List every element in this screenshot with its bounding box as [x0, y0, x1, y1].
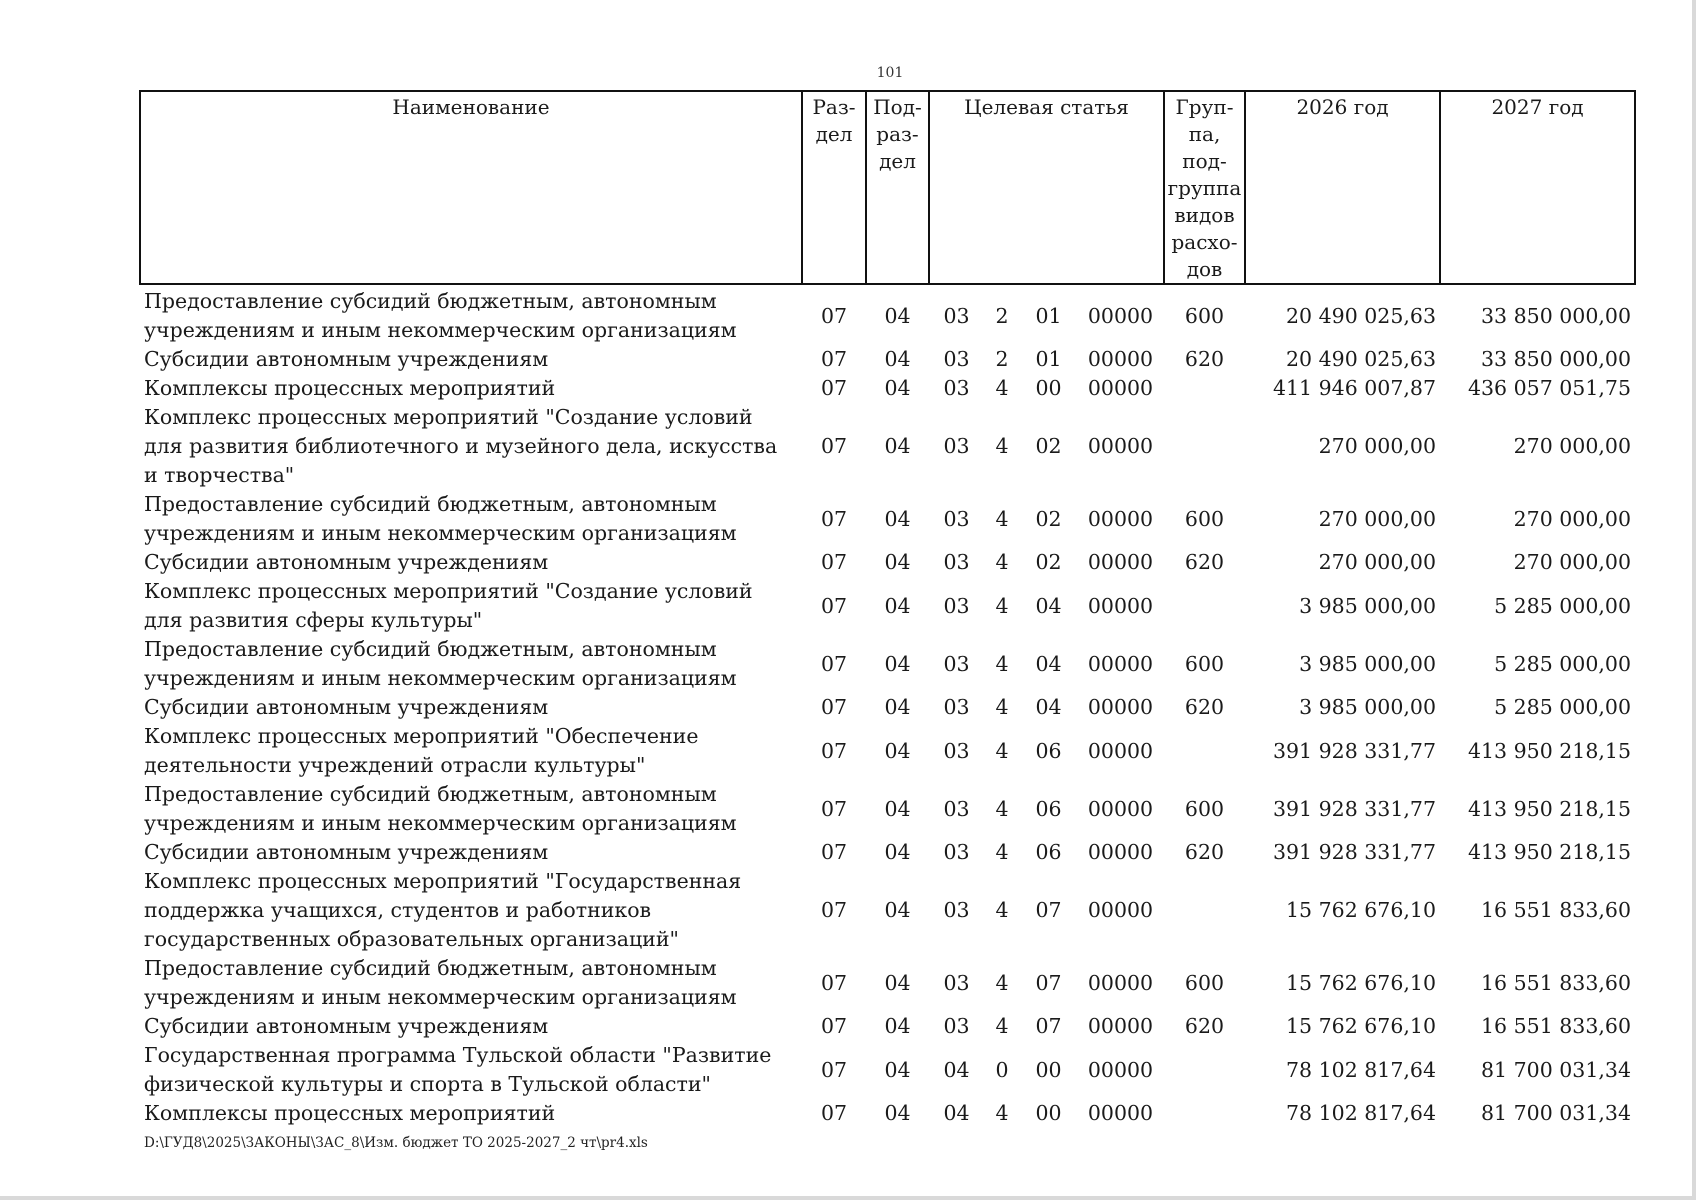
header-podrazdel-label: Под- раз- дел — [873, 95, 922, 173]
row-razdel: 07 — [820, 738, 848, 763]
row-amount-2026: 3 985 000,00 — [1299, 593, 1436, 618]
row-podrazdel: 04 — [884, 434, 911, 458]
table-row — [140, 780, 1635, 838]
row-expense-group: 600 — [1184, 303, 1225, 328]
row-target-type: 4 — [995, 593, 1009, 618]
row-target-type: 4 — [995, 376, 1009, 400]
row-amount-2026: 391 928 331,77 — [1272, 840, 1436, 864]
row-target-subprogram: 07 — [1035, 898, 1062, 922]
row-amount-2026: 3 985 000,00 — [1299, 651, 1436, 676]
row-target-type: 4 — [995, 1101, 1009, 1125]
table-row — [140, 954, 1635, 1012]
table-row — [140, 635, 1635, 693]
row-target-type: 4 — [995, 738, 1009, 763]
row-expense-group — [1164, 403, 1245, 490]
header-razdel-label: Раз- дел — [812, 95, 856, 146]
row-razdel: 07 — [820, 1101, 848, 1125]
row-target-type: 4 — [995, 1014, 1009, 1038]
row-amount-2027: 16 551 833,60 — [1481, 970, 1631, 995]
row-target-subprogram: 02 — [1035, 550, 1062, 574]
row-amount-2026: 270 000,00 — [1318, 550, 1436, 574]
row-amount-2027: 16 551 833,60 — [1481, 1014, 1631, 1038]
row-target-direction: 00000 — [1087, 1014, 1154, 1038]
row-target-direction: 00000 — [1087, 898, 1154, 922]
row-target-program: 03 — [943, 434, 970, 458]
row-name: Субсидии автономным учреждениям — [144, 695, 549, 719]
row-target-program: 04 — [943, 1101, 970, 1125]
row-amount-2026: 270 000,00 — [1318, 434, 1436, 458]
row-razdel: 07 — [820, 347, 848, 371]
header-name — [140, 91, 802, 284]
header-year-2027 — [1440, 91, 1635, 284]
row-amount-2026: 15 762 676,10 — [1286, 898, 1436, 922]
budget-table — [139, 90, 1636, 1128]
row-expense-group — [1164, 577, 1245, 635]
row-target-subprogram: 07 — [1035, 1014, 1062, 1038]
row-amount-2027: 5 285 000,00 — [1494, 695, 1631, 719]
row-podrazdel: 04 — [884, 970, 911, 995]
row-podrazdel: 04 — [884, 550, 911, 574]
row-target-direction: 00000 — [1087, 593, 1154, 618]
row-podrazdel: 04 — [884, 796, 911, 821]
row-amount-2026: 78 102 817,64 — [1286, 1101, 1436, 1125]
table-row — [140, 345, 1635, 374]
row-target-type: 4 — [995, 434, 1009, 458]
table-row — [140, 722, 1635, 780]
table-row — [140, 1041, 1635, 1099]
row-name: Субсидии автономным учреждениям — [144, 840, 549, 864]
row-target-type: 4 — [995, 550, 1009, 574]
header-group — [1164, 91, 1245, 284]
row-amount-2027: 33 850 000,00 — [1481, 347, 1631, 371]
row-name: Комплексы процессных мероприятий — [144, 1101, 556, 1125]
row-name: Предоставление субсидий бюджетным, автономным учреждениям и иным некоммерческим организациям — [144, 492, 737, 545]
row-target-type: 2 — [995, 347, 1009, 371]
row-name: Комплекс процессных мероприятий "Создание условий для развития библиотечного и музейного дела, искусства и творчества" — [144, 405, 778, 487]
row-expense-group: 600 — [1184, 506, 1225, 531]
row-razdel: 07 — [820, 434, 848, 458]
row-razdel: 07 — [820, 550, 848, 574]
row-target-subprogram: 06 — [1035, 796, 1062, 821]
table-row — [140, 1099, 1635, 1128]
row-target-direction: 00000 — [1087, 738, 1154, 763]
row-target-program: 03 — [943, 898, 970, 922]
row-target-program: 03 — [943, 376, 970, 400]
row-amount-2027: 81 700 031,34 — [1481, 1101, 1631, 1125]
row-target-direction: 00000 — [1087, 651, 1154, 676]
row-expense-group: 600 — [1184, 970, 1225, 995]
footer-file-path: D:\ГУД8\2025\ЗАКОНЫ\ЗАС_8\Изм. бюджет ТО 2025-2027_2 чт\pr4.xls — [144, 1135, 648, 1151]
row-amount-2026: 15 762 676,10 — [1286, 1014, 1436, 1038]
table-row — [140, 693, 1635, 722]
row-amount-2026: 270 000,00 — [1318, 506, 1436, 531]
row-target-program: 03 — [943, 593, 970, 618]
row-expense-group — [1164, 374, 1245, 403]
row-expense-group: 620 — [1184, 840, 1225, 864]
row-razdel: 07 — [820, 840, 848, 864]
row-target-program: 03 — [943, 303, 970, 328]
row-target-subprogram: 04 — [1035, 695, 1062, 719]
table-row — [140, 577, 1635, 635]
row-podrazdel: 04 — [884, 376, 911, 400]
header-year-2026 — [1245, 91, 1440, 284]
row-amount-2026: 20 490 025,63 — [1286, 347, 1436, 371]
header-group-label: Груп- па, под- группа видов расхо- дов — [1167, 95, 1242, 281]
row-expense-group: 600 — [1184, 651, 1225, 676]
row-amount-2027: 16 551 833,60 — [1481, 898, 1631, 922]
header-target-article — [929, 91, 1164, 284]
row-expense-group: 620 — [1184, 1014, 1225, 1038]
row-target-program: 03 — [943, 347, 970, 371]
row-expense-group: 620 — [1184, 695, 1225, 719]
header-name-label: Наименование — [392, 95, 550, 119]
row-podrazdel: 04 — [884, 506, 911, 531]
row-target-subprogram: 01 — [1035, 303, 1062, 328]
row-target-direction: 00000 — [1087, 303, 1154, 328]
row-target-subprogram: 06 — [1035, 738, 1062, 763]
row-amount-2026: 15 762 676,10 — [1286, 970, 1436, 995]
row-amount-2026: 411 946 007,87 — [1272, 376, 1436, 400]
row-name: Субсидии автономным учреждениям — [144, 550, 549, 574]
row-podrazdel: 04 — [884, 840, 911, 864]
header-target-article-label: Целевая статья — [964, 95, 1129, 119]
row-target-type: 4 — [995, 651, 1009, 676]
row-amount-2027: 33 850 000,00 — [1481, 303, 1631, 328]
row-target-subprogram: 04 — [1035, 593, 1062, 618]
row-target-direction: 00000 — [1087, 347, 1154, 371]
row-podrazdel: 04 — [884, 1057, 911, 1082]
row-target-direction: 00000 — [1087, 1057, 1154, 1082]
row-podrazdel: 04 — [884, 695, 911, 719]
row-amount-2027: 436 057 051,75 — [1467, 376, 1631, 400]
row-target-subprogram: 06 — [1035, 840, 1062, 864]
row-target-direction: 00000 — [1087, 1101, 1154, 1125]
row-target-subprogram: 00 — [1035, 1057, 1062, 1082]
table-row — [140, 838, 1635, 867]
row-target-program: 03 — [943, 738, 970, 763]
row-expense-group — [1164, 1099, 1245, 1128]
row-razdel: 07 — [820, 593, 848, 618]
row-expense-group — [1164, 1041, 1245, 1099]
row-target-subprogram: 02 — [1035, 434, 1062, 458]
row-name: Комплексы процессных мероприятий — [144, 376, 556, 400]
row-target-program: 03 — [943, 651, 970, 676]
row-name: Комплекс процессных мероприятий "Обеспечение деятельности учреждений отрасли культуры" — [144, 724, 699, 777]
page-number: 101 — [876, 65, 904, 81]
row-target-type: 4 — [995, 840, 1009, 864]
row-target-program: 03 — [943, 1014, 970, 1038]
row-target-subprogram: 07 — [1035, 970, 1062, 995]
row-amount-2027: 270 000,00 — [1513, 434, 1631, 458]
row-target-subprogram: 02 — [1035, 506, 1062, 531]
row-podrazdel: 04 — [884, 303, 911, 328]
row-target-subprogram: 00 — [1035, 1101, 1062, 1125]
row-podrazdel: 04 — [884, 1014, 911, 1038]
row-amount-2027: 270 000,00 — [1513, 550, 1631, 574]
row-target-direction: 00000 — [1087, 695, 1154, 719]
row-name: Предоставление субсидий бюджетным, автономным учреждениям и иным некоммерческим организациям — [144, 289, 737, 342]
row-amount-2026: 391 928 331,77 — [1272, 738, 1436, 763]
header-podrazdel — [866, 91, 929, 284]
row-target-program: 03 — [943, 550, 970, 574]
row-razdel: 07 — [820, 506, 848, 531]
row-target-type: 4 — [995, 898, 1009, 922]
row-amount-2027: 5 285 000,00 — [1494, 651, 1631, 676]
page-edge-right — [1692, 0, 1696, 1200]
row-target-subprogram: 00 — [1035, 376, 1062, 400]
row-target-program: 03 — [943, 840, 970, 864]
row-target-subprogram: 04 — [1035, 651, 1062, 676]
table-body — [140, 284, 1635, 1128]
header-year-2026-label: 2026 год — [1296, 95, 1389, 119]
row-expense-group: 600 — [1184, 796, 1225, 821]
row-podrazdel: 04 — [884, 347, 911, 371]
row-target-direction: 00000 — [1087, 840, 1154, 864]
row-name: Субсидии автономным учреждениям — [144, 1014, 549, 1038]
row-expense-group: 620 — [1184, 550, 1225, 574]
row-razdel: 07 — [820, 303, 848, 328]
row-target-type: 4 — [995, 796, 1009, 821]
row-amount-2027: 413 950 218,15 — [1467, 738, 1631, 763]
row-amount-2026: 78 102 817,64 — [1286, 1057, 1436, 1082]
row-target-type: 4 — [995, 970, 1009, 995]
table-row — [140, 284, 1635, 345]
row-name: Комплекс процессных мероприятий "Создание условий для развития сферы культуры" — [144, 579, 753, 632]
table-row — [140, 1012, 1635, 1041]
row-razdel: 07 — [820, 796, 848, 821]
row-target-type: 0 — [995, 1057, 1009, 1082]
row-name: Субсидии автономным учреждениям — [144, 347, 549, 371]
row-name: Предоставление субсидий бюджетным, автономным учреждениям и иным некоммерческим организациям — [144, 782, 737, 835]
header-razdel — [802, 91, 866, 284]
row-target-program: 03 — [943, 695, 970, 719]
row-podrazdel: 04 — [884, 593, 911, 618]
row-amount-2026: 20 490 025,63 — [1286, 303, 1436, 328]
row-target-direction: 00000 — [1087, 376, 1154, 400]
table-row — [140, 548, 1635, 577]
table-row — [140, 374, 1635, 403]
row-razdel: 07 — [820, 1057, 848, 1082]
row-expense-group — [1164, 722, 1245, 780]
row-amount-2027: 413 950 218,15 — [1467, 840, 1631, 864]
row-target-type: 4 — [995, 506, 1009, 531]
row-target-direction: 00000 — [1087, 550, 1154, 574]
row-amount-2027: 81 700 031,34 — [1481, 1057, 1631, 1082]
row-razdel: 07 — [820, 695, 848, 719]
row-razdel: 07 — [820, 651, 848, 676]
table-header-row — [140, 91, 1635, 284]
header-year-2027-label: 2027 год — [1491, 95, 1584, 119]
row-razdel: 07 — [820, 1014, 848, 1038]
row-podrazdel: 04 — [884, 898, 911, 922]
row-target-direction: 00000 — [1087, 434, 1154, 458]
row-target-program: 04 — [943, 1057, 970, 1082]
row-razdel: 07 — [820, 376, 848, 400]
row-amount-2026: 3 985 000,00 — [1299, 695, 1436, 719]
row-name: Государственная программа Тульской области "Развитие физической культуры и спорта в Тульской области" — [144, 1043, 772, 1096]
row-name: Предоставление субсидий бюджетным, автономным учреждениям и иным некоммерческим организациям — [144, 637, 737, 690]
row-razdel: 07 — [820, 970, 848, 995]
row-amount-2027: 5 285 000,00 — [1494, 593, 1631, 618]
row-podrazdel: 04 — [884, 1101, 911, 1125]
row-podrazdel: 04 — [884, 738, 911, 763]
row-expense-group: 620 — [1184, 347, 1225, 371]
row-target-direction: 00000 — [1087, 796, 1154, 821]
row-target-direction: 00000 — [1087, 970, 1154, 995]
row-razdel: 07 — [820, 898, 848, 922]
row-target-type: 4 — [995, 695, 1009, 719]
table-row — [140, 403, 1635, 490]
table-row — [140, 867, 1635, 954]
row-amount-2027: 270 000,00 — [1513, 506, 1631, 531]
row-name: Комплекс процессных мероприятий "Государственная поддержка учащихся, студентов и работников государственных образовательных организаций" — [144, 869, 742, 951]
row-target-direction: 00000 — [1087, 506, 1154, 531]
row-target-program: 03 — [943, 796, 970, 821]
row-target-program: 03 — [943, 506, 970, 531]
row-target-type: 2 — [995, 303, 1009, 328]
table-row — [140, 490, 1635, 548]
row-expense-group — [1164, 867, 1245, 954]
row-amount-2027: 413 950 218,15 — [1467, 796, 1631, 821]
row-target-program: 03 — [943, 970, 970, 995]
page-edge-bottom — [0, 1196, 1696, 1200]
row-podrazdel: 04 — [884, 651, 911, 676]
row-amount-2026: 391 928 331,77 — [1272, 796, 1436, 821]
row-target-subprogram: 01 — [1035, 347, 1062, 371]
row-name: Предоставление субсидий бюджетным, автономным учреждениям и иным некоммерческим организациям — [144, 956, 737, 1009]
